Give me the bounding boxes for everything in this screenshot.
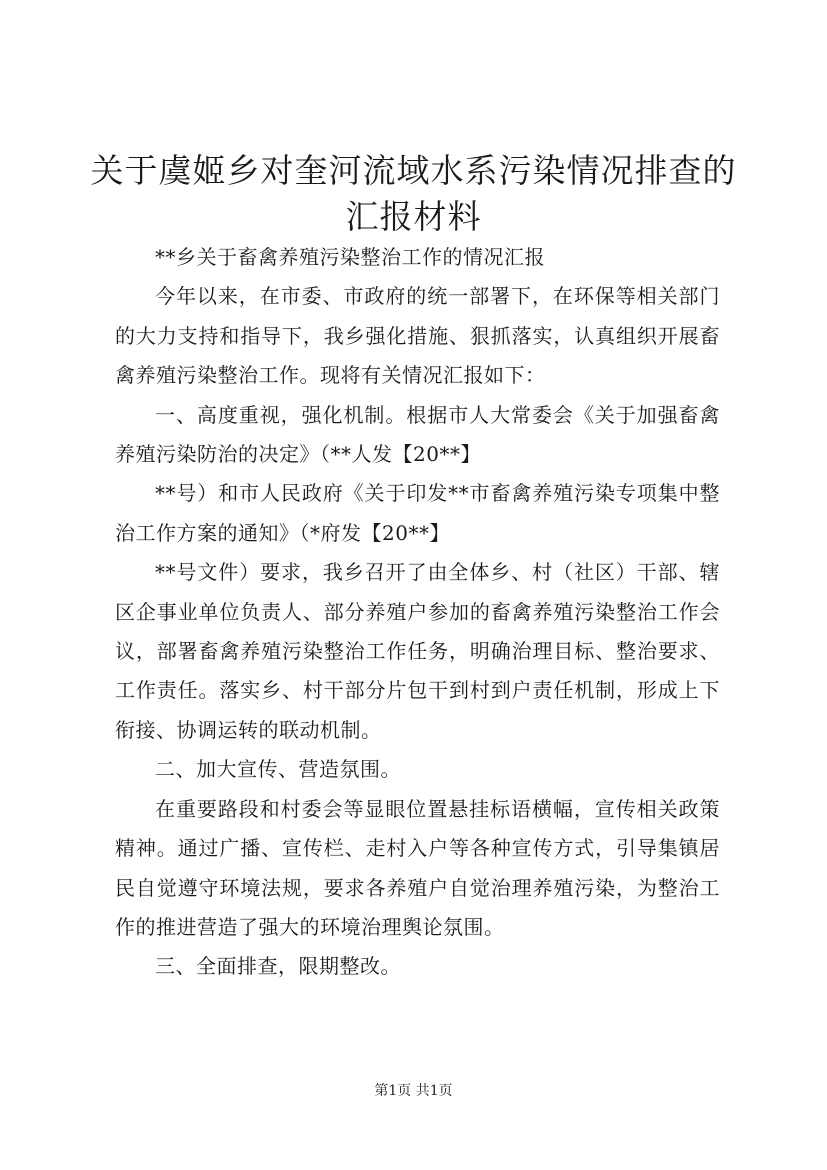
paragraph-section-one: 一、高度重视，强化机制。根据市人大常委会《关于加强畜禽养殖污染防治的决定》（**人发【20**】	[115, 402, 720, 467]
document-title: 关于虞姬乡对奎河流域水系污染情况排查的汇报材料	[90, 151, 737, 236]
paragraph-intro: 今年以来，在市委、市政府的统一部署下，在环保等相关部门的大力支持和指导下，我乡强化措施、狠抓落实，认真组织开展畜禽养殖污染整治工作。现将有关情况汇报如下：	[115, 284, 720, 388]
paragraph-notice: **号）和市人民政府《关于印发**市畜禽养殖污染专项集中整治工作方案的通知》（*府发【20**】	[115, 481, 720, 545]
paragraph-publicity: 在重要路段和村委会等显眼位置悬挂标语横幅，宣传相关政策精神。通过广播、宣传栏、走村入户等各种宣传方式，引导集镇居民自觉遵守环境法规，要求各养殖户自觉治理养殖污染，为整治工作的推进营造了强大的环境治理舆论氛围。	[115, 796, 720, 939]
page-number-footer: 第1页 共1页	[374, 1083, 453, 1099]
paragraph-section-two: 二、加大宣传、营造氛围。	[155, 757, 401, 782]
paragraph-requirements: **号文件）要求，我乡召开了由全体乡、村（社区）干部、辖区企事业单位负责人、部分养殖户参加的畜禽养殖污染整治工作会议，部署畜禽养殖污染整治工作任务，明确治理目标、整治要求、工作责任。落实乡、村干部分片包干到村到户责任机制，形成上下衔接、协调运转的联动机制。	[115, 560, 720, 742]
paragraph-subtitle: **乡关于畜禽养殖污染整治工作的情况汇报	[155, 245, 545, 269]
document-body	[115, 238, 720, 987]
paragraph-section-three: 三、全面排查，限期整改。	[155, 954, 401, 979]
